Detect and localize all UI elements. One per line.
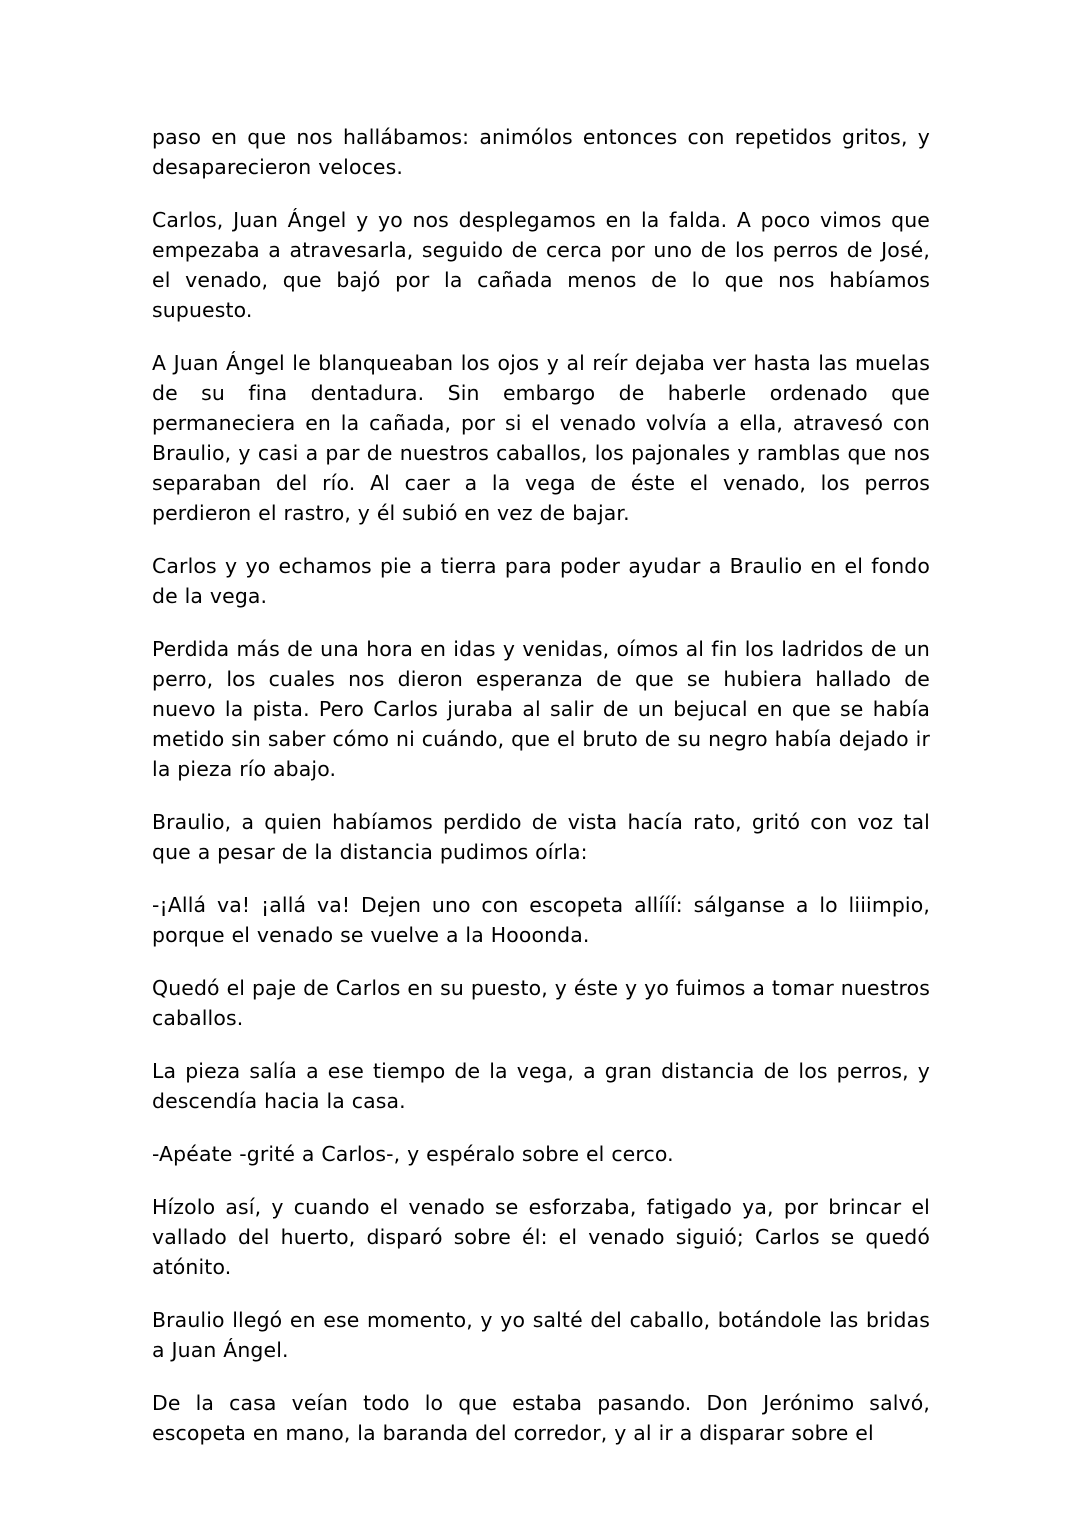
paragraph: Quedó el paje de Carlos en su puesto, y éste y yo fuimos a tomar nuestros caballos. [152, 976, 930, 1030]
paragraph: -¡Allá va! ¡allá va! Dejen uno con escopeta allííí: sálganse a lo liiimpio, porque el venado se vuelve a la Hooonda. [152, 893, 930, 947]
paragraph: Perdida más de una hora en idas y venidas, oímos al fin los ladridos de un perro, los cuales nos dieron esperanza de que se hubiera hallado de nuevo la pista. Pero Carlos juraba al salir de un bejucal en que se había metido sin saber cómo ni cuándo, que el bruto de su negro había dejado ir la pieza río abajo. [152, 637, 930, 781]
paragraph: Hízolo así, y cuando el venado se esforzaba, fatigado ya, por brincar el vallado del huerto, disparó sobre él: el venado siguió; Carlos se quedó atónito. [152, 1195, 930, 1279]
paragraph: Braulio llegó en ese momento, y yo salté del caballo, botándole las bridas a Juan Ángel. [152, 1308, 930, 1362]
document-body [152, 122, 930, 1448]
paragraph: Carlos y yo echamos pie a tierra para poder ayudar a Braulio en el fondo de la vega. [152, 554, 930, 608]
paragraph: De la casa veían todo lo que estaba pasando. Don Jerónimo salvó, escopeta en mano, la baranda del corredor, y al ir a disparar sobre el [152, 1391, 930, 1445]
paragraph: -Apéate -grité a Carlos-, y espéralo sobre el cerco. [152, 1142, 674, 1166]
paragraph: paso en que nos hallábamos: animólos entonces con repetidos gritos, y desaparecieron veloces. [152, 125, 930, 179]
paragraph: Carlos, Juan Ángel y yo nos desplegamos en la falda. A poco vimos que empezaba a atravesarla, seguido de cerca por uno de los perros de José, el venado, que bajó por la cañada menos de lo que nos habíamos supuesto. [152, 208, 930, 322]
paragraph: La pieza salía a ese tiempo de la vega, a gran distancia de los perros, y descendía hacia la casa. [152, 1059, 930, 1113]
paragraph: A Juan Ángel le blanqueaban los ojos y al reír dejaba ver hasta las muelas de su fina dentadura. Sin embargo de haberle ordenado que permaneciera en la cañada, por si el venado volvía a ella, atravesó con Braulio, y casi a par de nuestros caballos, los pajonales y ramblas que nos separaban del río. Al caer a la vega de éste el venado, los perros perdieron el rastro, y él subió en vez de bajar. [152, 351, 930, 525]
paragraph: Braulio, a quien habíamos perdido de vista hacía rato, gritó con voz tal que a pesar de la distancia pudimos oírla: [152, 810, 930, 864]
